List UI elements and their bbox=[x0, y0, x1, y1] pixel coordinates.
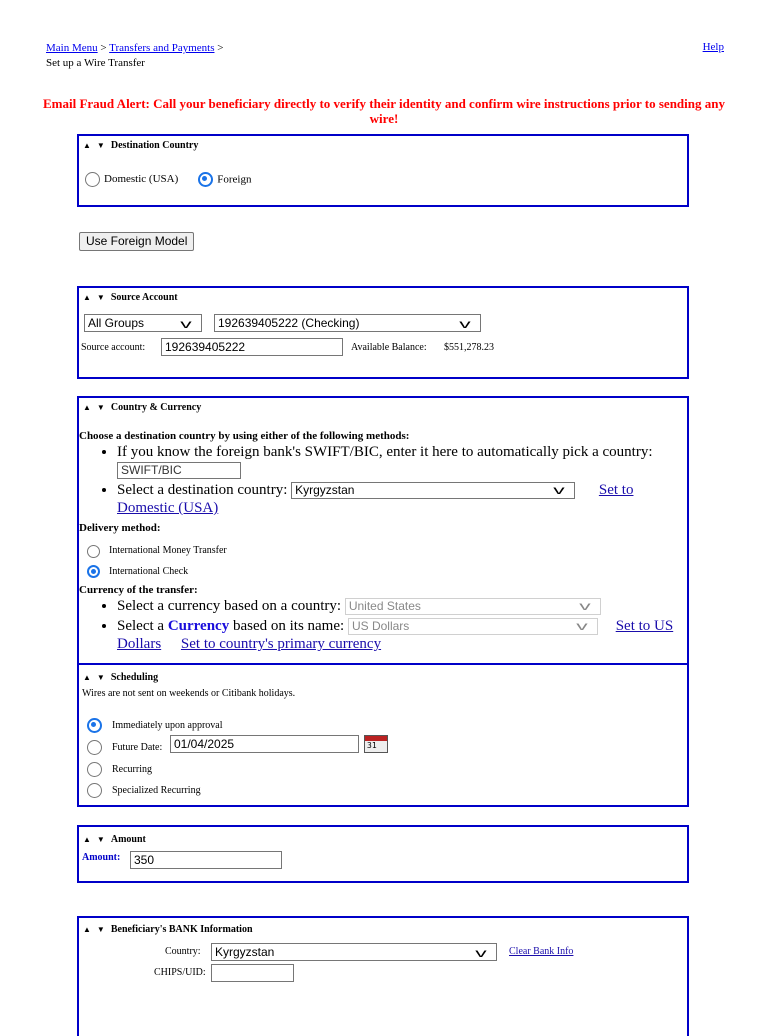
calendar-icon[interactable] bbox=[364, 735, 388, 753]
currency-country-select[interactable] bbox=[345, 598, 601, 615]
source-account-input[interactable] bbox=[161, 338, 343, 356]
immediate-radio[interactable] bbox=[87, 718, 102, 733]
group-select[interactable] bbox=[84, 314, 202, 332]
recurring-label: Recurring bbox=[112, 763, 152, 775]
available-balance-label: Available Balance: bbox=[351, 342, 427, 353]
section-header bbox=[79, 288, 687, 305]
chevron-down-icon: v bbox=[553, 483, 565, 498]
collapse-up-icon[interactable]: ▲ bbox=[83, 835, 91, 844]
immediate-label: Immediately upon approval bbox=[112, 719, 223, 731]
chevron-down-icon: v bbox=[579, 598, 591, 613]
breadcrumb-separator: > bbox=[100, 42, 107, 54]
calendar-glyph: 31 bbox=[367, 741, 377, 750]
clear-bank-info-link[interactable]: Clear Bank Info bbox=[509, 946, 574, 957]
source-account-section bbox=[77, 286, 689, 379]
foreign-label: Foreign bbox=[217, 173, 252, 186]
source-account-label: Source account: bbox=[81, 342, 146, 353]
expand-down-icon[interactable]: ▼ bbox=[96, 403, 105, 412]
section-header bbox=[79, 136, 687, 153]
scheduling-note: Wires are not sent on weekends or Citibank holidays. bbox=[82, 688, 296, 699]
immediate-option bbox=[87, 716, 223, 734]
beneficiary-bank-section bbox=[77, 916, 689, 1036]
country-currency-section bbox=[77, 396, 689, 666]
section-header bbox=[79, 918, 687, 937]
specialized-recurring-option bbox=[87, 781, 201, 799]
currency-method-list bbox=[79, 597, 687, 653]
amount-value: 350 bbox=[134, 853, 155, 867]
amount-input[interactable] bbox=[130, 851, 282, 869]
amount-label: Amount: bbox=[82, 852, 121, 863]
transfers-payments-link[interactable]: Transfers and Payments bbox=[109, 42, 215, 54]
currency-name-post: based on its name: bbox=[232, 617, 345, 634]
future-option bbox=[87, 738, 162, 756]
section-title: Country & Currency bbox=[110, 402, 202, 413]
section-title: Amount bbox=[110, 834, 146, 845]
chips-uid-input[interactable] bbox=[211, 964, 294, 982]
collapse-up-icon[interactable]: ▲ bbox=[83, 403, 91, 412]
delivery-method-label: Delivery method: bbox=[79, 522, 161, 535]
section-title: Scheduling bbox=[110, 672, 159, 683]
set-domestic-link[interactable]: Set to Domestic (USA) bbox=[117, 482, 634, 517]
chips-uid-label: CHIPS/UID: bbox=[154, 967, 206, 978]
section-title: Source Account bbox=[110, 292, 178, 303]
chevron-down-icon: v bbox=[180, 317, 192, 331]
section-header bbox=[79, 827, 687, 847]
help-link[interactable]: Help bbox=[702, 41, 724, 53]
future-date-label: Future Date: bbox=[112, 741, 163, 753]
bank-country-label: Country: bbox=[165, 946, 201, 957]
currency-word: Currency bbox=[167, 617, 230, 634]
available-balance-value: $551,278.23 bbox=[444, 342, 494, 353]
destination-country-select[interactable] bbox=[291, 482, 575, 499]
currency-name-value: US Dollars bbox=[351, 618, 410, 633]
currency-name-select[interactable] bbox=[348, 618, 598, 635]
expand-down-icon[interactable]: ▼ bbox=[96, 925, 105, 934]
fraud-alert: Email Fraud Alert: Call your beneficiary directly to verify their identity and confirm wire instructions prior to sending any wire! bbox=[43, 96, 725, 126]
future-date-value: 01/04/2025 bbox=[174, 737, 235, 751]
use-foreign-model-button[interactable]: Use Foreign Model bbox=[79, 232, 194, 251]
section-title: Beneficiary's BANK Information bbox=[110, 924, 253, 935]
country-methods bbox=[79, 429, 687, 653]
collapse-up-icon[interactable]: ▲ bbox=[83, 293, 91, 302]
select-country-text: Select a destination country: bbox=[117, 482, 288, 499]
set-usd-link[interactable]: Set to US Dollars bbox=[117, 617, 674, 652]
currency-country-value: United States bbox=[348, 598, 421, 613]
select-country-method bbox=[117, 481, 687, 517]
group-select-value: All Groups bbox=[88, 316, 145, 330]
account-select-value: 192639405222 (Checking) bbox=[218, 316, 360, 330]
delivery-radio-group bbox=[87, 541, 687, 582]
section-header bbox=[79, 398, 687, 415]
account-select[interactable] bbox=[214, 314, 481, 332]
delivery-imt-label: International Money Transfer bbox=[109, 545, 227, 557]
main-menu-link[interactable]: Main Menu bbox=[46, 42, 98, 54]
specialized-recurring-label: Specialized Recurring bbox=[112, 784, 201, 796]
expand-down-icon[interactable]: ▼ bbox=[96, 141, 105, 150]
source-account-value: 192639405222 bbox=[165, 340, 246, 354]
section-title: Destination Country bbox=[110, 140, 199, 151]
chevron-down-icon: v bbox=[459, 317, 471, 331]
bank-country-value: Kyrgyzstan bbox=[215, 945, 275, 959]
chevron-down-icon: v bbox=[576, 618, 588, 633]
recurring-radio[interactable] bbox=[87, 762, 102, 777]
swift-method bbox=[117, 443, 687, 479]
bank-country-select[interactable] bbox=[211, 943, 497, 961]
destination-country-value: Kyrgyzstan bbox=[295, 483, 355, 498]
breadcrumb bbox=[46, 41, 223, 71]
currency-name-pre: Select a bbox=[117, 617, 165, 634]
specialized-recurring-radio[interactable] bbox=[87, 783, 102, 798]
collapse-up-icon[interactable]: ▲ bbox=[83, 673, 91, 682]
recurring-option bbox=[87, 760, 152, 778]
currency-country-method bbox=[117, 597, 687, 615]
delivery-imt-radio[interactable] bbox=[87, 545, 100, 558]
delivery-check-label: International Check bbox=[109, 565, 189, 577]
swift-text: If you know the foreign bank's SWIFT/BIC, enter it here to automatically pick a country: bbox=[117, 444, 653, 460]
expand-down-icon[interactable]: ▼ bbox=[96, 673, 105, 682]
foreign-radio[interactable] bbox=[198, 172, 213, 187]
destination-radio-group bbox=[85, 170, 251, 188]
scheduling-section bbox=[77, 663, 689, 807]
delivery-check-radio[interactable] bbox=[87, 565, 100, 578]
country-method-list bbox=[79, 443, 687, 517]
methods-label: Choose a destination country by using either of the following methods: bbox=[79, 430, 410, 442]
collapse-up-icon[interactable]: ▲ bbox=[83, 925, 91, 934]
breadcrumb-separator: > bbox=[217, 42, 224, 54]
section-header bbox=[79, 665, 687, 685]
expand-down-icon[interactable]: ▼ bbox=[96, 293, 105, 302]
currency-label: Currency of the transfer: bbox=[79, 583, 198, 596]
domestic-label: Domestic (USA) bbox=[104, 173, 179, 186]
domestic-radio[interactable] bbox=[85, 172, 100, 187]
swift-input[interactable]: SWIFT/BIC bbox=[117, 462, 241, 479]
set-primary-currency-link[interactable]: Set to country's primary currency bbox=[180, 635, 382, 652]
destination-country-section bbox=[77, 134, 689, 207]
currency-name-method bbox=[117, 617, 687, 653]
expand-down-icon[interactable]: ▼ bbox=[96, 835, 105, 844]
collapse-up-icon[interactable]: ▲ bbox=[83, 141, 91, 150]
page-title: Set up a Wire Transfer bbox=[46, 57, 145, 69]
amount-section bbox=[77, 825, 689, 883]
future-date-radio[interactable] bbox=[87, 740, 102, 755]
chevron-down-icon: v bbox=[475, 946, 487, 960]
currency-country-text: Select a currency based on a country: bbox=[117, 597, 342, 614]
future-date-input[interactable] bbox=[170, 735, 359, 753]
